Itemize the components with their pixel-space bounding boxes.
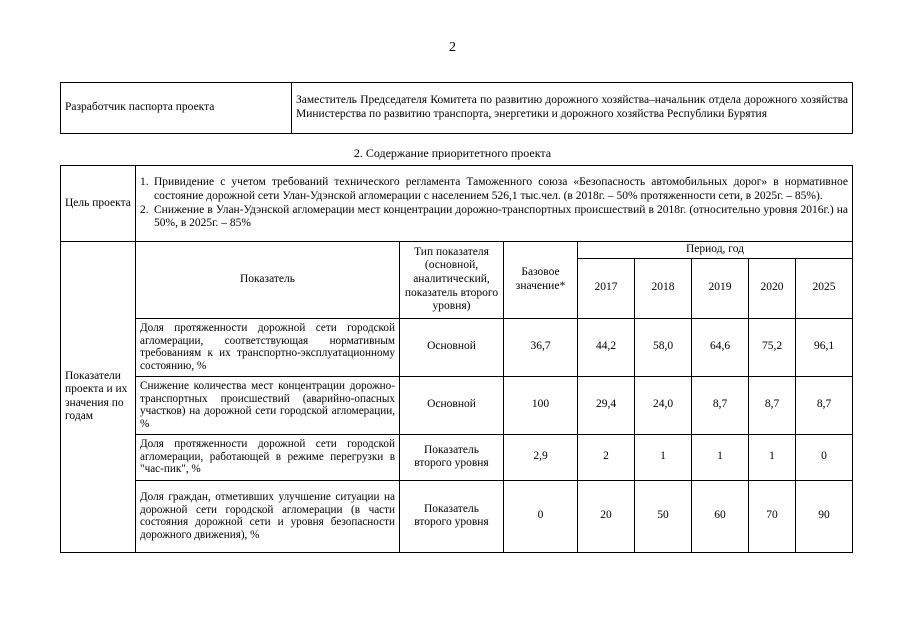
header-year: 2025 [796,258,853,318]
goal-label: Цель проекта [61,166,136,242]
indicator-name: Снижение количества мест концентрации дорожно-транспортных происшествий (аварийно-опасных участков) на дорожной сети городской агломерации, % [136,376,400,434]
indicator-value: 60 [692,480,749,552]
section-title: 2. Содержание приоритетного проекта [353,146,552,160]
indicator-value: 70 [749,480,796,552]
goal-item-number: 1. [140,176,149,189]
indicator-value: 1 [635,434,692,480]
header-period: Период, год [578,242,853,259]
indicator-value: 44,2 [578,318,635,376]
header-indicator-type: Тип показателя (основной, аналитический, показатель второго уровня) [400,242,504,319]
goal-item [140,176,848,203]
indicators-label: Показатели проекта и их значения по годам [61,242,136,553]
indicator-value: 24,0 [635,376,692,434]
goal-item-number: 2. [140,203,149,216]
indicator-base: 2,9 [504,434,578,480]
indicator-value: 1 [749,434,796,480]
header-indicator: Показатель [136,242,400,319]
table-row [61,480,853,552]
table-row [61,318,853,376]
indicator-name: Доля протяженности дорожной сети городской агломерации, соответствующая нормативным требованиям к их транспортно-эксплуатационному состоянию, % [136,318,400,376]
indicator-value: 0 [796,434,853,480]
indicator-value: 8,7 [749,376,796,434]
goal-row [61,166,853,242]
goal-item-text: Снижение в Улан-Удэнской агломерации мест концентрации дорожно-транспортных происшествий в 2018г. (относительно уровня 2016г.) на 50%, в 2025г. – 85% [154,203,848,230]
project-content-table [60,165,853,553]
indicator-base: 0 [504,480,578,552]
page-number: 2 [449,40,456,55]
indicator-value: 96,1 [796,318,853,376]
indicator-type: Основной [400,318,504,376]
indicator-name: Доля протяженности дорожной сети городской агломерации, работающей в режиме перегрузки в "час-пик", % [136,434,400,480]
indicator-name: Доля граждан, отметивших улучшение ситуации на дорожной сети городской агломерации (в части состояния дорожной сети и уровня безопасности дорожного движения), % [136,480,400,552]
goal-items [136,166,853,242]
header-year: 2019 [692,258,749,318]
table-row [61,376,853,434]
goal-item [140,204,848,231]
header-year: 2018 [635,258,692,318]
indicator-type: Основной [400,376,504,434]
passport-developer-label: Разработчик паспорта проекта [61,83,292,134]
indicator-value: 58,0 [635,318,692,376]
indicator-value: 64,6 [692,318,749,376]
indicator-value: 8,7 [796,376,853,434]
indicator-value: 8,7 [692,376,749,434]
goal-item-text: Привидение с учетом требований технического регламента Таможенного союза «Безопасность автомобильных дорог» в нормативное состояние дорожной сети Улан-Удэнской агломерации с населением 526,1 тыс.чел. (в 2018г. – 50% протяженности сети, в 2025г. – 85%). [154,176,848,202]
indicator-type: Показатель второго уровня [400,434,504,480]
indicator-base: 36,7 [504,318,578,376]
indicator-value: 20 [578,480,635,552]
passport-developer-table [60,82,853,134]
indicator-value: 29,4 [578,376,635,434]
header-year: 2017 [578,258,635,318]
indicator-base: 100 [504,376,578,434]
passport-developer-value: Заместитель Председателя Комитета по развитию дорожного хозяйства–начальник отдела дорожного хозяйства Министерства по развитию транспорта, энергетики и дорожного хозяйства Республики Бурятия [292,83,853,134]
header-year: 2020 [749,258,796,318]
table-row [61,434,853,480]
indicator-value: 2 [578,434,635,480]
indicator-value: 90 [796,480,853,552]
indicators-header-row-1 [61,242,853,259]
indicator-value: 75,2 [749,318,796,376]
indicator-value: 50 [635,480,692,552]
indicator-value: 1 [692,434,749,480]
indicator-type: Показатель второго уровня [400,480,504,552]
header-base-value: Базовое значение* [504,242,578,319]
